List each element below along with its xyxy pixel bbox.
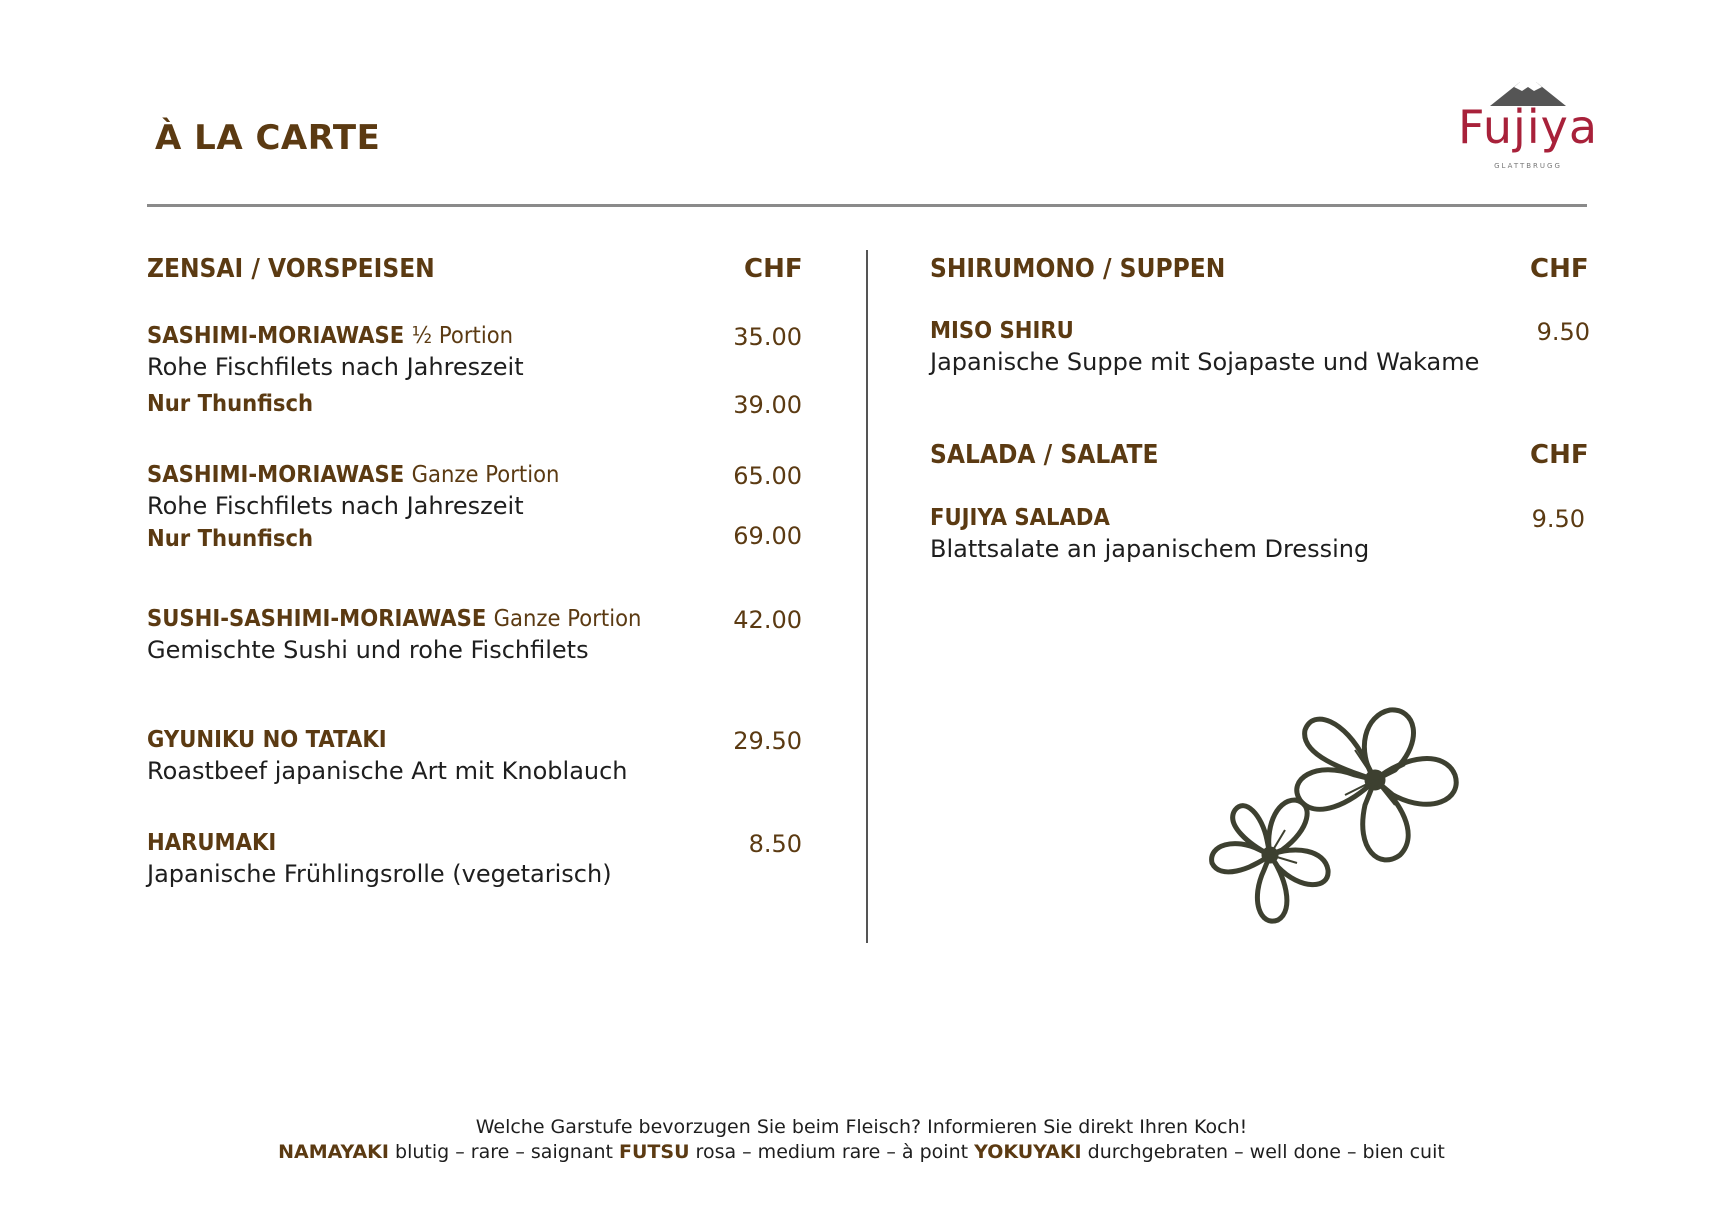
menu-item-description: Rohe Fischfilets nach Jahreszeit bbox=[147, 492, 524, 520]
menu-item-price: 8.50 bbox=[748, 830, 802, 858]
section-heading-zensai: ZENSAI / VORSPEISEN bbox=[147, 254, 435, 284]
menu-item-description: Gemischte Sushi und rohe Fischfilets bbox=[147, 636, 589, 664]
menu-item-name: GYUNIKU NO TATAKI bbox=[147, 727, 387, 753]
footer-question: Welche Garstufe bevorzugen Sie beim Fleisch? Informieren Sie direkt Ihren Koch! bbox=[475, 1116, 1248, 1138]
menu-item-price: 65.00 bbox=[733, 462, 802, 490]
currency-header: CHF bbox=[1530, 440, 1589, 470]
menu-item-name: HARUMAKI bbox=[147, 830, 277, 856]
menu-item-name: SASHIMI-MORIAWASE Ganze Portion bbox=[147, 462, 560, 488]
menu-item-description: Blattsalate an japanischem Dressing bbox=[930, 535, 1370, 563]
menu-item-price: 9.50 bbox=[1531, 505, 1585, 533]
menu-item-price: 42.00 bbox=[733, 606, 802, 634]
doneness-meaning: durchgebraten – well done – bien cuit bbox=[1087, 1141, 1445, 1163]
logo-wordmark: Fujiya bbox=[1457, 100, 1599, 154]
footer-doneness-levels bbox=[0, 1141, 1723, 1163]
menu-item-price: 29.50 bbox=[733, 727, 802, 755]
restaurant-logo bbox=[1448, 78, 1608, 178]
menu-item-name: MISO SHIRU bbox=[930, 318, 1074, 344]
menu-item-name: FUJIYA SALADA bbox=[930, 505, 1110, 531]
menu-item-name: SASHIMI-MORIAWASE ½ Portion bbox=[147, 323, 514, 349]
doneness-meaning: rosa – medium rare – à point bbox=[695, 1141, 969, 1163]
menu-item-description: Japanische Suppe mit Sojapaste und Wakame bbox=[930, 348, 1480, 376]
menu-item-description: Rohe Fischfilets nach Jahreszeit bbox=[147, 353, 524, 381]
menu-item-price: 35.00 bbox=[733, 323, 802, 351]
menu-item-name: SUSHI-SASHIMI-MORIAWASE Ganze Portion bbox=[147, 606, 642, 632]
menu-item-variant: Nur Thunfisch bbox=[147, 526, 314, 552]
column-divider bbox=[866, 250, 868, 943]
menu-item-price: 9.50 bbox=[1536, 318, 1590, 346]
section-heading-suppen: SHIRUMONO / SUPPEN bbox=[930, 254, 1226, 284]
page-title: À LA CARTE bbox=[155, 118, 381, 158]
doneness-term: NAMAYAKI bbox=[278, 1141, 389, 1163]
menu-item-description: Japanische Frühlingsrolle (vegetarisch) bbox=[147, 860, 612, 888]
menu-item-variant-price: 39.00 bbox=[733, 391, 802, 419]
doneness-term: FUTSU bbox=[619, 1141, 690, 1163]
menu-item-description: Roastbeef japanische Art mit Knoblauch bbox=[147, 757, 628, 785]
logo-subtitle: GLATTBRUGG bbox=[1494, 162, 1562, 170]
doneness-term: YOKUYAKI bbox=[974, 1141, 1082, 1163]
menu-item-variant-price: 69.00 bbox=[733, 522, 802, 550]
menu-item-variant: Nur Thunfisch bbox=[147, 391, 314, 417]
cherry-blossom-icon bbox=[1205, 695, 1475, 935]
section-heading-salate: SALADA / SALATE bbox=[930, 440, 1159, 470]
header-divider bbox=[147, 204, 1587, 207]
currency-header: CHF bbox=[1530, 254, 1589, 284]
doneness-meaning: blutig – rare – saignant bbox=[395, 1141, 613, 1163]
currency-header: CHF bbox=[744, 254, 803, 284]
